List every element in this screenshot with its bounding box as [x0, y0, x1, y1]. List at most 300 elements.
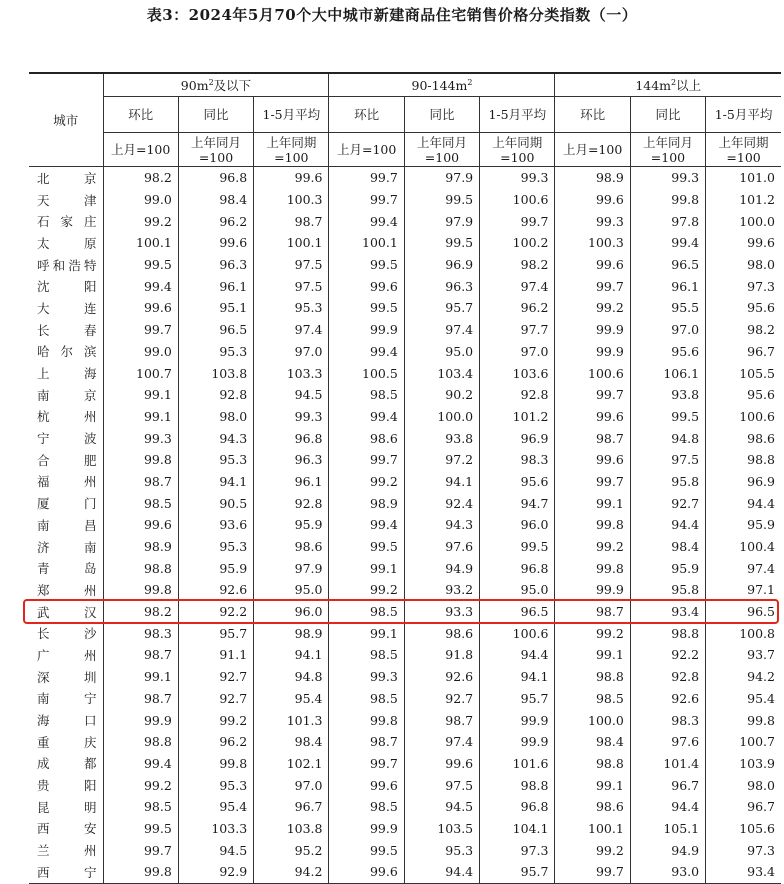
table-row	[29, 688, 781, 710]
value-cell: 99.5	[404, 189, 479, 211]
city-cell: 济南	[37, 539, 97, 555]
value-cell: 101.2	[706, 189, 781, 211]
city-cell: 厦门	[37, 496, 97, 512]
value-cell: 98.5	[329, 796, 404, 818]
value-cell: 99.7	[555, 275, 630, 297]
value-cell: 98.2	[103, 167, 178, 189]
value-cell: 100.0	[404, 406, 479, 428]
value-cell: 99.2	[178, 709, 253, 731]
table-row	[29, 839, 781, 861]
table-row	[29, 622, 781, 644]
table-row	[29, 666, 781, 688]
value-cell: 92.7	[178, 688, 253, 710]
value-cell: 99.6	[706, 232, 781, 254]
value-cell: 96.5	[178, 319, 253, 341]
table-row	[29, 536, 781, 558]
value-cell: 93.4	[706, 861, 781, 883]
value-cell: 100.0	[555, 709, 630, 731]
value-cell: 99.4	[329, 514, 404, 536]
value-cell: 94.1	[480, 666, 555, 688]
value-cell: 99.4	[329, 406, 404, 428]
value-cell: 97.8	[630, 210, 705, 232]
value-cell: 99.1	[555, 644, 630, 666]
value-cell: 99.5	[329, 839, 404, 861]
value-cell: 98.9	[254, 622, 329, 644]
value-cell: 99.7	[555, 861, 630, 883]
value-cell: 95.4	[178, 796, 253, 818]
table-row	[29, 471, 781, 493]
value-cell: 100.2	[480, 232, 555, 254]
value-cell: 97.3	[706, 839, 781, 861]
value-cell: 98.4	[178, 189, 253, 211]
value-cell: 97.5	[254, 275, 329, 297]
value-cell: 100.6	[706, 406, 781, 428]
group-header-90-144: $90-144m^2$	[329, 73, 555, 97]
value-cell: 99.7	[480, 210, 555, 232]
value-cell: 99.6	[178, 232, 253, 254]
table-header	[29, 73, 781, 167]
subcolumn-header: 环比	[329, 97, 404, 133]
value-cell: 99.9	[103, 709, 178, 731]
city-cell: 哈尔滨	[37, 344, 97, 360]
subcolumn-header: 1-5月平均	[480, 97, 555, 133]
value-cell: 95.5	[630, 297, 705, 319]
header-row-bases	[29, 133, 781, 167]
value-cell: 95.7	[404, 297, 479, 319]
value-cell: 99.3	[630, 167, 705, 189]
value-cell: 98.9	[555, 167, 630, 189]
city-cell: 南宁	[37, 691, 97, 707]
value-cell: 95.3	[178, 536, 253, 558]
city-cell: 昆明	[37, 799, 97, 815]
value-cell: 94.9	[630, 839, 705, 861]
value-cell: 99.0	[103, 341, 178, 363]
value-cell: 98.6	[706, 427, 781, 449]
value-cell: 99.8	[630, 189, 705, 211]
value-cell: 99.2	[555, 839, 630, 861]
value-cell: 93.6	[178, 514, 253, 536]
price-index-table	[29, 72, 781, 884]
value-cell: 99.6	[555, 406, 630, 428]
value-cell: 100.6	[480, 622, 555, 644]
value-cell: 94.1	[254, 644, 329, 666]
value-cell: 96.5	[630, 254, 705, 276]
value-cell: 92.6	[178, 579, 253, 601]
value-cell: 95.2	[254, 839, 329, 861]
table-row	[29, 384, 781, 406]
value-cell: 100.6	[480, 189, 555, 211]
base-header: 上年同月=100	[404, 133, 479, 167]
value-cell: 96.7	[706, 796, 781, 818]
value-cell: 95.6	[480, 471, 555, 493]
value-cell: 95.0	[404, 341, 479, 363]
value-cell: 96.1	[254, 471, 329, 493]
value-cell: 100.3	[254, 189, 329, 211]
value-cell: 96.3	[178, 254, 253, 276]
value-cell: 96.0	[254, 601, 329, 623]
value-cell: 99.5	[404, 232, 479, 254]
value-cell: 96.9	[706, 471, 781, 493]
value-cell: 95.9	[630, 557, 705, 579]
table-row	[29, 167, 781, 189]
value-cell: 92.7	[630, 492, 705, 514]
city-cell: 武汉	[37, 604, 97, 620]
value-cell: 99.9	[329, 319, 404, 341]
value-cell: 95.9	[706, 514, 781, 536]
value-cell: 99.2	[329, 579, 404, 601]
value-cell: 94.5	[254, 384, 329, 406]
value-cell: 96.0	[480, 514, 555, 536]
value-cell: 100.7	[103, 362, 178, 384]
value-cell: 94.5	[404, 796, 479, 818]
city-cell: 南京	[37, 387, 97, 403]
table-row	[29, 210, 781, 232]
base-header: 上月=100	[103, 133, 178, 167]
value-cell: 92.6	[630, 688, 705, 710]
table-row	[29, 731, 781, 753]
value-cell: 98.7	[103, 471, 178, 493]
value-cell: 100.1	[254, 232, 329, 254]
value-cell: 98.7	[254, 210, 329, 232]
value-cell: 93.4	[630, 601, 705, 623]
city-cell: 海口	[37, 713, 97, 729]
base-header: 上月=100	[555, 133, 630, 167]
value-cell: 99.0	[103, 189, 178, 211]
table-row	[29, 406, 781, 428]
table-row	[29, 514, 781, 536]
table-row	[29, 427, 781, 449]
value-cell: 99.9	[329, 818, 404, 840]
city-cell: 太原	[37, 235, 97, 251]
value-cell: 103.4	[404, 362, 479, 384]
value-cell: 99.8	[178, 753, 253, 775]
city-cell: 西安	[37, 821, 97, 837]
city-cell: 天津	[37, 192, 97, 208]
value-cell: 99.9	[480, 731, 555, 753]
value-cell: 101.4	[630, 753, 705, 775]
value-cell: 99.1	[103, 666, 178, 688]
value-cell: 99.8	[329, 709, 404, 731]
value-cell: 99.4	[329, 210, 404, 232]
value-cell: 94.3	[178, 427, 253, 449]
value-cell: 94.4	[404, 861, 479, 883]
subcolumn-header: 同比	[178, 97, 253, 133]
city-cell: 南昌	[37, 517, 97, 533]
value-cell: 94.1	[178, 471, 253, 493]
value-cell: 99.7	[103, 839, 178, 861]
value-cell: 95.0	[254, 579, 329, 601]
value-cell: 97.0	[254, 774, 329, 796]
value-cell: 99.4	[103, 753, 178, 775]
value-cell: 99.2	[555, 297, 630, 319]
value-cell: 97.4	[404, 731, 479, 753]
city-cell: 沈阳	[37, 279, 97, 295]
value-cell: 96.3	[404, 275, 479, 297]
value-cell: 92.6	[404, 666, 479, 688]
city-cell: 深圳	[37, 669, 97, 685]
value-cell: 97.4	[480, 275, 555, 297]
value-cell: 99.7	[555, 471, 630, 493]
value-cell: 97.4	[404, 319, 479, 341]
value-cell: 97.7	[480, 319, 555, 341]
city-cell: 石家庄	[37, 214, 97, 230]
value-cell: 92.7	[404, 688, 479, 710]
city-cell: 大连	[37, 300, 97, 316]
subcolumn-header: 环比	[103, 97, 178, 133]
value-cell: 98.5	[103, 796, 178, 818]
value-cell: 103.5	[404, 818, 479, 840]
value-cell: 99.8	[103, 449, 178, 471]
value-cell: 98.5	[329, 384, 404, 406]
value-cell: 92.8	[254, 492, 329, 514]
city-cell: 成都	[37, 756, 97, 772]
value-cell: 95.3	[178, 449, 253, 471]
table-row	[29, 254, 781, 276]
value-cell: 91.8	[404, 644, 479, 666]
value-cell: 98.4	[555, 731, 630, 753]
value-cell: 97.0	[630, 319, 705, 341]
value-cell: 99.4	[630, 232, 705, 254]
value-cell: 95.3	[254, 297, 329, 319]
value-cell: 99.6	[103, 297, 178, 319]
value-cell: 99.5	[329, 254, 404, 276]
value-cell: 98.8	[706, 449, 781, 471]
value-cell: 103.8	[178, 362, 253, 384]
value-cell: 96.2	[178, 210, 253, 232]
value-cell: 96.1	[630, 275, 705, 297]
value-cell: 100.4	[706, 536, 781, 558]
value-cell: 94.7	[480, 492, 555, 514]
value-cell: 101.3	[254, 709, 329, 731]
value-cell: 98.7	[404, 709, 479, 731]
value-cell: 99.6	[329, 275, 404, 297]
value-cell: 103.8	[254, 818, 329, 840]
value-cell: 98.8	[555, 753, 630, 775]
group-header-over-144: $144m^2$以上	[555, 73, 781, 97]
value-cell: 99.4	[103, 275, 178, 297]
base-header: 上月=100	[329, 133, 404, 167]
value-cell: 94.4	[480, 644, 555, 666]
base-header: 上年同期=100	[706, 133, 781, 167]
value-cell: 95.6	[630, 341, 705, 363]
table-row	[29, 818, 781, 840]
value-cell: 92.4	[404, 492, 479, 514]
value-cell: 98.7	[555, 601, 630, 623]
value-cell: 99.9	[555, 579, 630, 601]
value-cell: 98.5	[329, 688, 404, 710]
value-cell: 99.5	[630, 406, 705, 428]
value-cell: 94.2	[706, 666, 781, 688]
value-cell: 101.6	[480, 753, 555, 775]
value-cell: 94.4	[630, 796, 705, 818]
value-cell: 99.2	[329, 471, 404, 493]
value-cell: 90.2	[404, 384, 479, 406]
value-cell: 95.3	[178, 341, 253, 363]
value-cell: 95.8	[630, 471, 705, 493]
value-cell: 98.2	[480, 254, 555, 276]
base-header: 上年同月=100	[630, 133, 705, 167]
value-cell: 99.9	[555, 341, 630, 363]
value-cell: 98.5	[103, 492, 178, 514]
value-cell: 103.3	[178, 818, 253, 840]
value-cell: 99.8	[555, 514, 630, 536]
value-cell: 94.4	[630, 514, 705, 536]
value-cell: 100.3	[555, 232, 630, 254]
value-cell: 99.2	[103, 210, 178, 232]
value-cell: 100.8	[706, 622, 781, 644]
value-cell: 97.9	[404, 210, 479, 232]
value-cell: 99.7	[329, 189, 404, 211]
value-cell: 98.5	[329, 601, 404, 623]
table-row	[29, 557, 781, 579]
value-cell: 95.4	[706, 688, 781, 710]
value-cell: 96.8	[480, 796, 555, 818]
value-cell: 92.8	[480, 384, 555, 406]
value-cell: 97.5	[254, 254, 329, 276]
table-title: 表3：2024年5月70个大中城市新建商品住宅销售价格分类指数（一）	[146, 6, 638, 24]
value-cell: 98.9	[329, 492, 404, 514]
header-row-groups	[29, 73, 781, 97]
value-cell: 98.6	[254, 536, 329, 558]
city-cell: 宁波	[37, 431, 97, 447]
base-header: 上年同月=100	[178, 133, 253, 167]
value-cell: 96.7	[630, 774, 705, 796]
value-cell: 97.3	[480, 839, 555, 861]
table-row	[29, 319, 781, 341]
value-cell: 99.6	[254, 167, 329, 189]
table-row	[29, 861, 781, 883]
value-cell: 97.9	[404, 167, 479, 189]
value-cell: 95.4	[254, 688, 329, 710]
value-cell: 97.6	[630, 731, 705, 753]
value-cell: 95.1	[178, 297, 253, 319]
value-cell: 97.1	[706, 579, 781, 601]
value-cell: 99.6	[555, 449, 630, 471]
subcolumn-header: 环比	[555, 97, 630, 133]
city-cell: 长沙	[37, 626, 97, 642]
value-cell: 99.1	[103, 406, 178, 428]
value-cell: 99.5	[329, 536, 404, 558]
value-cell: 92.2	[630, 644, 705, 666]
value-cell: 99.6	[329, 774, 404, 796]
value-cell: 92.9	[178, 861, 253, 883]
value-cell: 97.9	[254, 557, 329, 579]
table-row	[29, 492, 781, 514]
value-cell: 98.6	[404, 622, 479, 644]
value-cell: 100.5	[329, 362, 404, 384]
value-cell: 95.6	[706, 297, 781, 319]
city-cell: 呼和浩特	[37, 257, 97, 273]
value-cell: 102.1	[254, 753, 329, 775]
city-cell: 青岛	[37, 561, 97, 577]
value-cell: 99.4	[329, 341, 404, 363]
city-cell: 重庆	[37, 734, 97, 750]
value-cell: 99.7	[329, 449, 404, 471]
value-cell: 98.7	[103, 644, 178, 666]
value-cell: 98.8	[103, 731, 178, 753]
value-cell: 100.7	[706, 731, 781, 753]
value-cell: 100.1	[103, 232, 178, 254]
value-cell: 98.6	[329, 427, 404, 449]
value-cell: 99.8	[706, 709, 781, 731]
value-cell: 99.5	[480, 536, 555, 558]
value-cell: 99.3	[555, 210, 630, 232]
table-row	[29, 601, 781, 623]
value-cell: 98.3	[630, 709, 705, 731]
table-row	[29, 753, 781, 775]
value-cell: 99.7	[329, 753, 404, 775]
value-cell: 99.8	[103, 861, 178, 883]
value-cell: 96.9	[404, 254, 479, 276]
value-cell: 98.7	[103, 688, 178, 710]
value-cell: 93.2	[404, 579, 479, 601]
value-cell: 94.4	[706, 492, 781, 514]
value-cell: 99.3	[329, 666, 404, 688]
value-cell: 98.4	[254, 731, 329, 753]
value-cell: 99.1	[555, 492, 630, 514]
city-cell: 杭州	[37, 409, 97, 425]
value-cell: 95.7	[480, 861, 555, 883]
value-cell: 96.7	[254, 796, 329, 818]
value-cell: 91.1	[178, 644, 253, 666]
city-cell: 贵阳	[37, 778, 97, 794]
value-cell: 99.1	[329, 622, 404, 644]
value-cell: 96.8	[254, 427, 329, 449]
value-cell: 94.5	[178, 839, 253, 861]
table-row	[29, 362, 781, 384]
value-cell: 101.0	[706, 167, 781, 189]
table-row	[29, 709, 781, 731]
header-row-subcolumns	[29, 97, 781, 133]
table-row	[29, 189, 781, 211]
value-cell: 92.8	[630, 666, 705, 688]
value-cell: 98.0	[706, 254, 781, 276]
value-cell: 99.5	[329, 297, 404, 319]
value-cell: 97.6	[404, 536, 479, 558]
value-cell: 99.7	[555, 384, 630, 406]
value-cell: 93.8	[404, 427, 479, 449]
value-cell: 92.7	[178, 666, 253, 688]
city-cell: 广州	[37, 647, 97, 663]
value-cell: 98.5	[329, 644, 404, 666]
city-cell: 长春	[37, 322, 97, 338]
value-cell: 105.6	[706, 818, 781, 840]
subcolumn-header: 1-5月平均	[706, 97, 781, 133]
value-cell: 98.7	[329, 731, 404, 753]
value-cell: 95.7	[178, 622, 253, 644]
base-header: 上年同期=100	[254, 133, 329, 167]
value-cell: 98.3	[480, 449, 555, 471]
value-cell: 101.2	[480, 406, 555, 428]
value-cell: 99.1	[103, 384, 178, 406]
value-cell: 93.7	[706, 644, 781, 666]
value-cell: 99.6	[404, 753, 479, 775]
table-row	[29, 449, 781, 471]
value-cell: 90.5	[178, 492, 253, 514]
group-header-under-90: $90m^2$及以下	[103, 73, 329, 97]
value-cell: 105.5	[706, 362, 781, 384]
value-cell: 94.8	[630, 427, 705, 449]
value-cell: 98.9	[103, 536, 178, 558]
value-cell: 96.1	[178, 275, 253, 297]
value-cell: 100.1	[555, 818, 630, 840]
table-row	[29, 297, 781, 319]
value-cell: 96.3	[254, 449, 329, 471]
value-cell: 94.2	[254, 861, 329, 883]
value-cell: 98.3	[103, 622, 178, 644]
value-cell: 92.2	[178, 601, 253, 623]
value-cell: 99.6	[329, 861, 404, 883]
